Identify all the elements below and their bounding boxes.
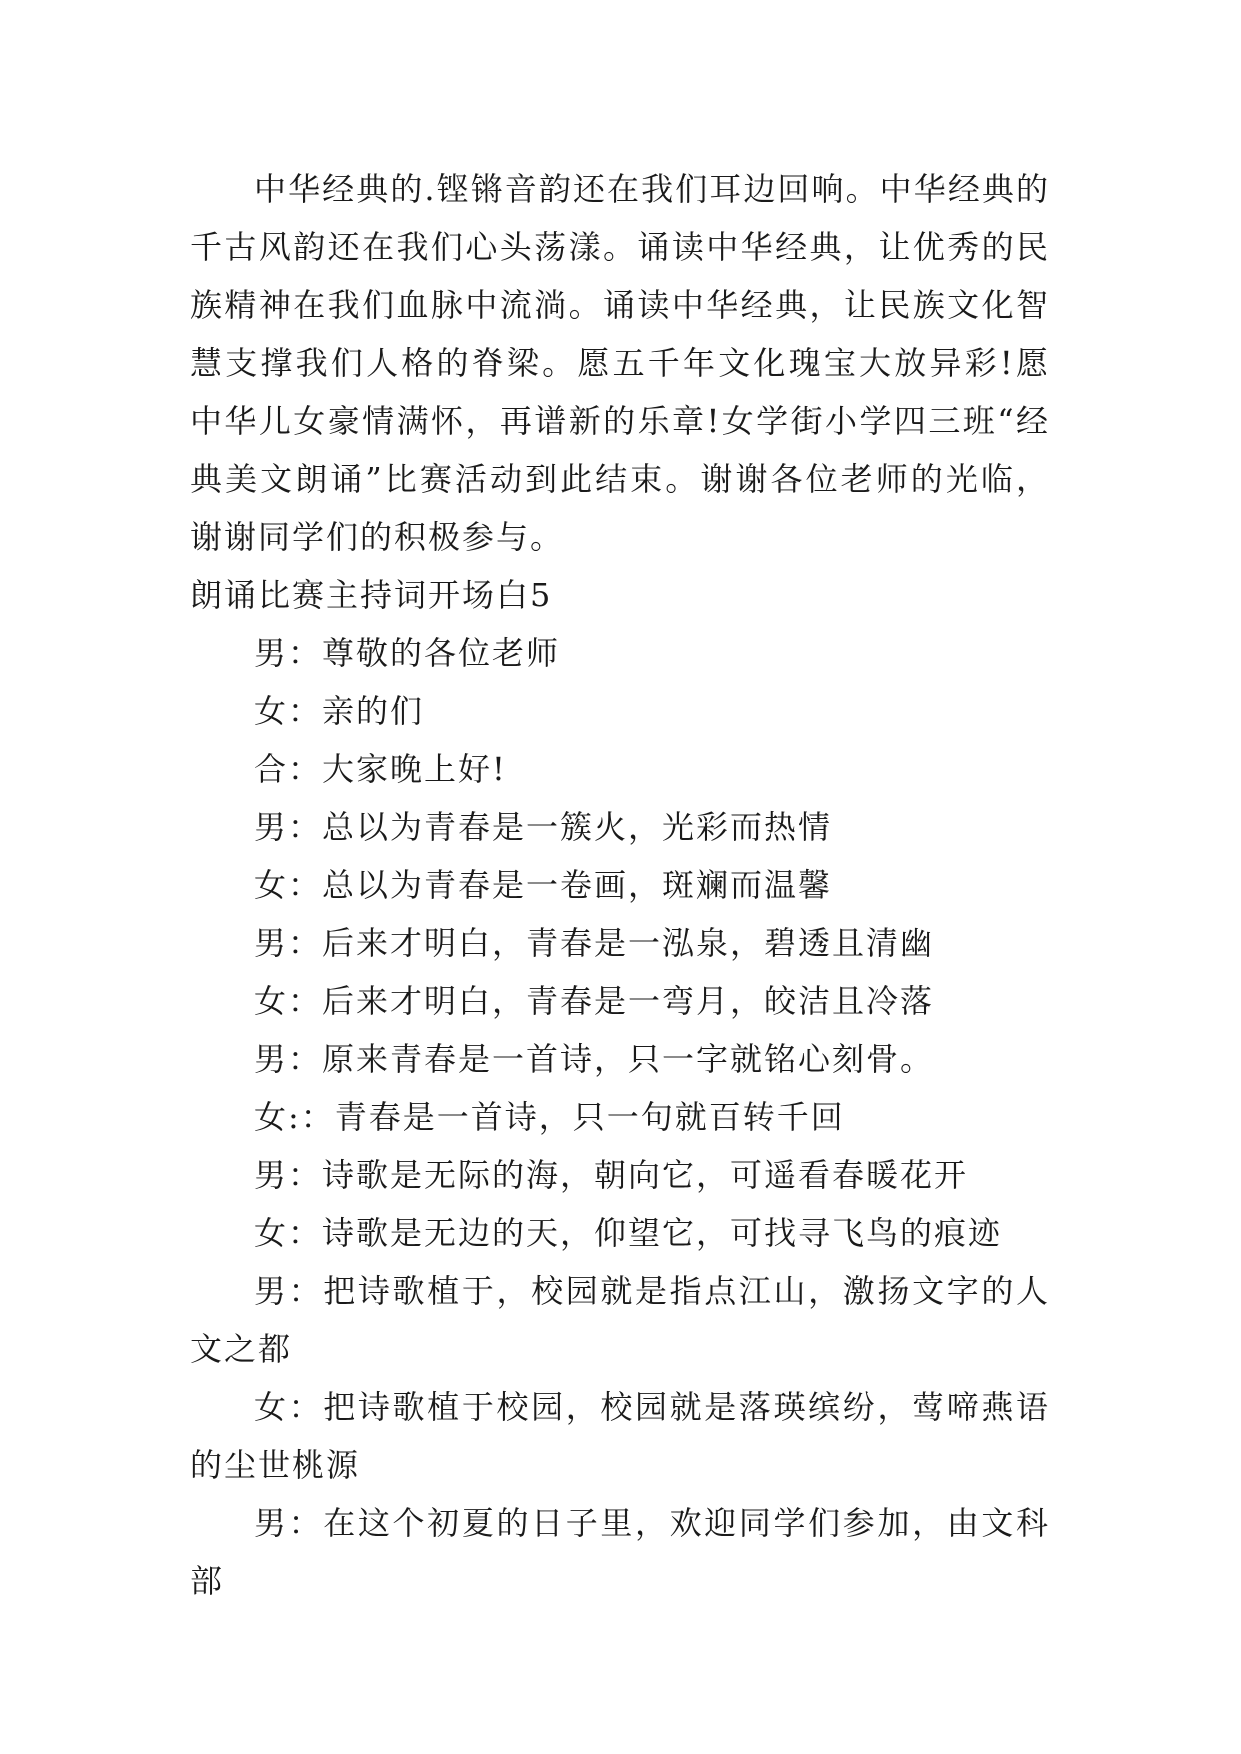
document-page: [190, 160, 1050, 1610]
closing-paragraph: 中华经典的.铿锵音韵还在我们耳边回响。中华经典的千古风韵还在我们心头荡漾。诵读中华经典，让优秀的民族精神在我们血脉中流淌。诵读中华经典，让民族文化智慧支撑我们人格的脊梁。愿五千年文化瑰宝大放异彩!愿中华儿女豪情满怀，再谱新的乐章!女学街小学四三班“经典美文朗诵”比赛活动到此结束。谢谢各位老师的光临，谢谢同学们的积极参与。: [190, 170, 1050, 556]
section-title: 朗诵比赛主持词开场白5: [190, 576, 553, 614]
dialog-line: 女：亲的们: [254, 692, 425, 730]
dialog-line: 男：把诗歌植于，校园就是指点江山，激扬文字的人文之都: [190, 1272, 1050, 1368]
dialog-line: 男：后来才明白，青春是一泓泉，碧透且清幽: [254, 924, 935, 962]
dialog-line: 合：大家晚上好!: [254, 750, 507, 788]
dialog-line: 男：尊敬的各位老师: [254, 634, 561, 672]
dialog-line: 女:：青春是一首诗，只一句就百转千回: [254, 1098, 845, 1136]
dialog-line: 女：后来才明白，青春是一弯月，皎洁且冷落: [254, 982, 935, 1020]
dialog-line: 男：原来青春是一首诗，只一字就铭心刻骨。: [254, 1040, 935, 1078]
dialog-line: 女：把诗歌植于校园，校园就是落瑛缤纷，莺啼燕语的尘世桃源: [190, 1388, 1050, 1484]
dialog-line: 男：总以为青春是一簇火，光彩而热情: [254, 808, 833, 846]
dialog-line: 女：诗歌是无边的天，仰望它，可找寻飞鸟的痕迹: [254, 1214, 1003, 1252]
dialog-line: 男：诗歌是无际的海，朝向它，可遥看春暖花开: [254, 1156, 969, 1194]
dialog-line: 女：总以为青春是一卷画，斑斓而温馨: [254, 866, 833, 904]
dialog-line: 男：在这个初夏的日子里，欢迎同学们参加，由文科部: [190, 1504, 1050, 1600]
